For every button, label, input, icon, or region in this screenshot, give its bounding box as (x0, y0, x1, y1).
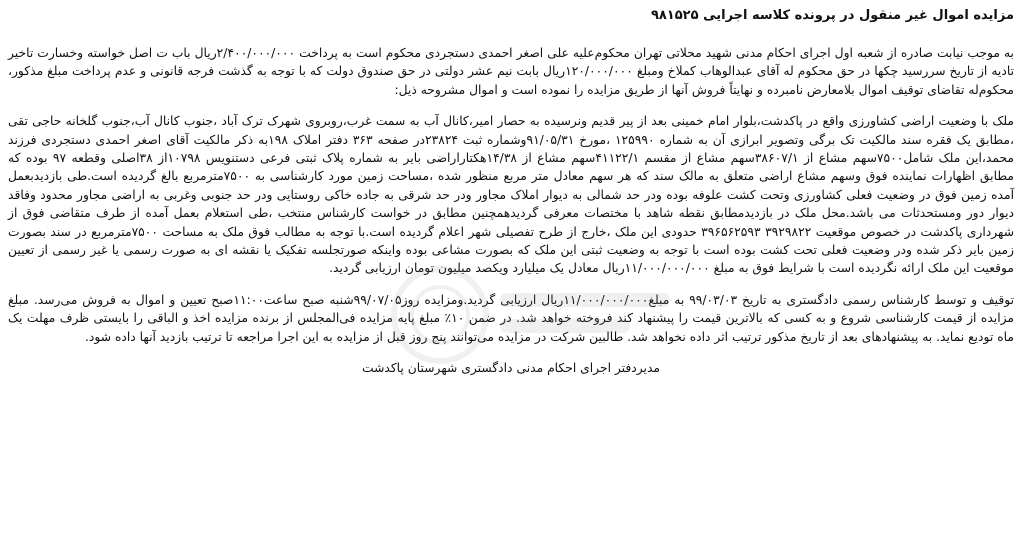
paragraph-auction-terms: توقیف و توسط کارشناس رسمی دادگستری به تاریخ ۹۹/۰۳/۰۳ به مبلغ۱۱/۰۰۰/۰۰۰/۰۰۰ریال ارزیابی گردید.ومزایده روز۹۹/۰۷/۰۵شنبه صبح ساعت۱۱:۰۰صبح تعیین و اموال به فروش می‌رسد. مبلغ مزایده از قیمت کارشناسی شروع و به کسی که بالاترین قیمت را پیشنهاد کند فروخته خواهد شد. در ضمن ۱۰٪ مبلغ پایه مزایده فی‌المجلس از برنده مزایده اخذ و الباقی را بایستی ظرف مهلت یک ماه تودیع نماید. به پیشنهادهای بعد از تاریخ مذکور ترتیب اثر داده نخواهد شد. طالبین شرکت در مزایده می‌توانند پنج روز قبل از مزایده به این اجرا مراجعه تا ترتیب بازدید آنها داده شود. (8, 292, 1015, 344)
document-page (8, 6, 1014, 534)
paragraph-property-description: ملک با وضعیت اراضی کشاورزی واقع در پاکدشت،بلوار امام خمینی بعد از پیر قدیم ونرسیده به حصار امیر،کانال آب به سمت غرب،روبروی شهرک ترک آباد ،جنوب کانال آب،جنوب گلخانه حاجی تقی ،مطابق یک فقره سند مالکیت تک برگی وتصویر ابرازی آن به شماره ۱۲۵۹۹۰ ،مورخ ۹۱/۰۵/۳۱وشماره ثبت ۲۳۸۲۴در صفحه ۳۶۳ دفتر املاک ۱۹۸به ذکر مالکیت آقای اصغر احمدی دستجردی فرزند محمد،این ملک شامل۷۵۰۰سهم مشاع از ۳۸۶۰۷/۱سهم مشاع از مقسم ۴۱۱۲۲/۱سهم مشاع از ۱۴/۳۸هکتاراراضی بایر به شماره پلاک ثبتی فرعی دستنویس ۱۰۷۹۸از ۳۸اصلی وقطعه ۹۷ بوده که مطابق اظهارات نماینده فوق وسهم مشاع اراضی متعلق به مالک سند که هر سهم معادل متر مربع منظور شده ،مساحت زمین مورد کارشناسی به ۷۵۰۰مترمربع بالغ گردیده است.طی بازدیدبعمل آمده زمین فوق در وضعیت فعلی کشاورزی وتحت کشت علوفه بوده ودر حد شمالی به دیوار املاک مجاور ودر حد شرقی به جاده خاکی روستایی ودر حد جنوبی وغربی به اراضی مجاور محدود وفاقد دیوار دور ومستحدثات می باشد.محل ملک در بازدیدمطابق نقطه شاهد با مختصات معرفی گردیدهمچنین مطابق در خواست کارشناس منتخب ،طی استعلام بعمل آمده از طرف متقاضی فوق از شهرداری پاکدشت در خصوص موقعیت ۳۹۲۹۸۲۲ ۳۹۶۵۶۲۵۹۳ حدودی این ملک ،خارج از طرح تفصیلی شهر اعلام گردیده است.با توجه به مطالب فوق ملک به مساحت ۷۵۰۰مترمربع در سند بصورت زمین بایر ذکر شده ودر وضعیت فعلی تحت کشت بوده است با توجه به وضعیت ثبتی این ملک که بصورت مشاعی بوده واینکه صورتجلسه تفکیک یا نقشه ای به صورت رسمی یا غیر رسمی از تعیین موقعیت این ملک ارائه نگردیده است با شرایط فوق به مبلغ ۱۱/۰۰۰/۰۰۰/۰۰۰ریال معادل یک میلیارد ویکصد میلیون تومان ارزیابی گردید. (8, 114, 1014, 276)
paragraph-judgment: به موجب نیابت صادره از شعبه اول اجرای احکام مدنی شهید محلاتی تهران محکوم‌علیه علی اصغر احمدی دستجردی محکوم است به پرداخت ۲/۴۰۰/۰۰۰/۰۰۰ریال باب ت اصل خواسته وخسارت تاخیر تادیه از تاریخ سررسید چکها در حق محکوم له آقای عبدالوهاب کملاخ ومبلغ ۱۲۰/۰۰۰/۰۰۰ریال بابت نیم عشر دولتی در حق صندوق دولت که با توجه به گذشت فرجه قانونی و عدم پرداخت مبلغ مذکور، محکوم‌له تقاضای توقیف اموال بلامعارض نامبرده و نهایتاً فروش آنها از طریق مزایده را نموده است و اموال مشروحه ذیل: (8, 46, 1014, 97)
signature-line: مدیردفتر اجرای احکام مدنی دادگستری شهرستان پاکدشت (362, 361, 660, 376)
document-title: مزایده اموال غیر منقول در پرونده کلاسه اجرایی ۹۸۱۵۲۵ (650, 8, 1014, 23)
